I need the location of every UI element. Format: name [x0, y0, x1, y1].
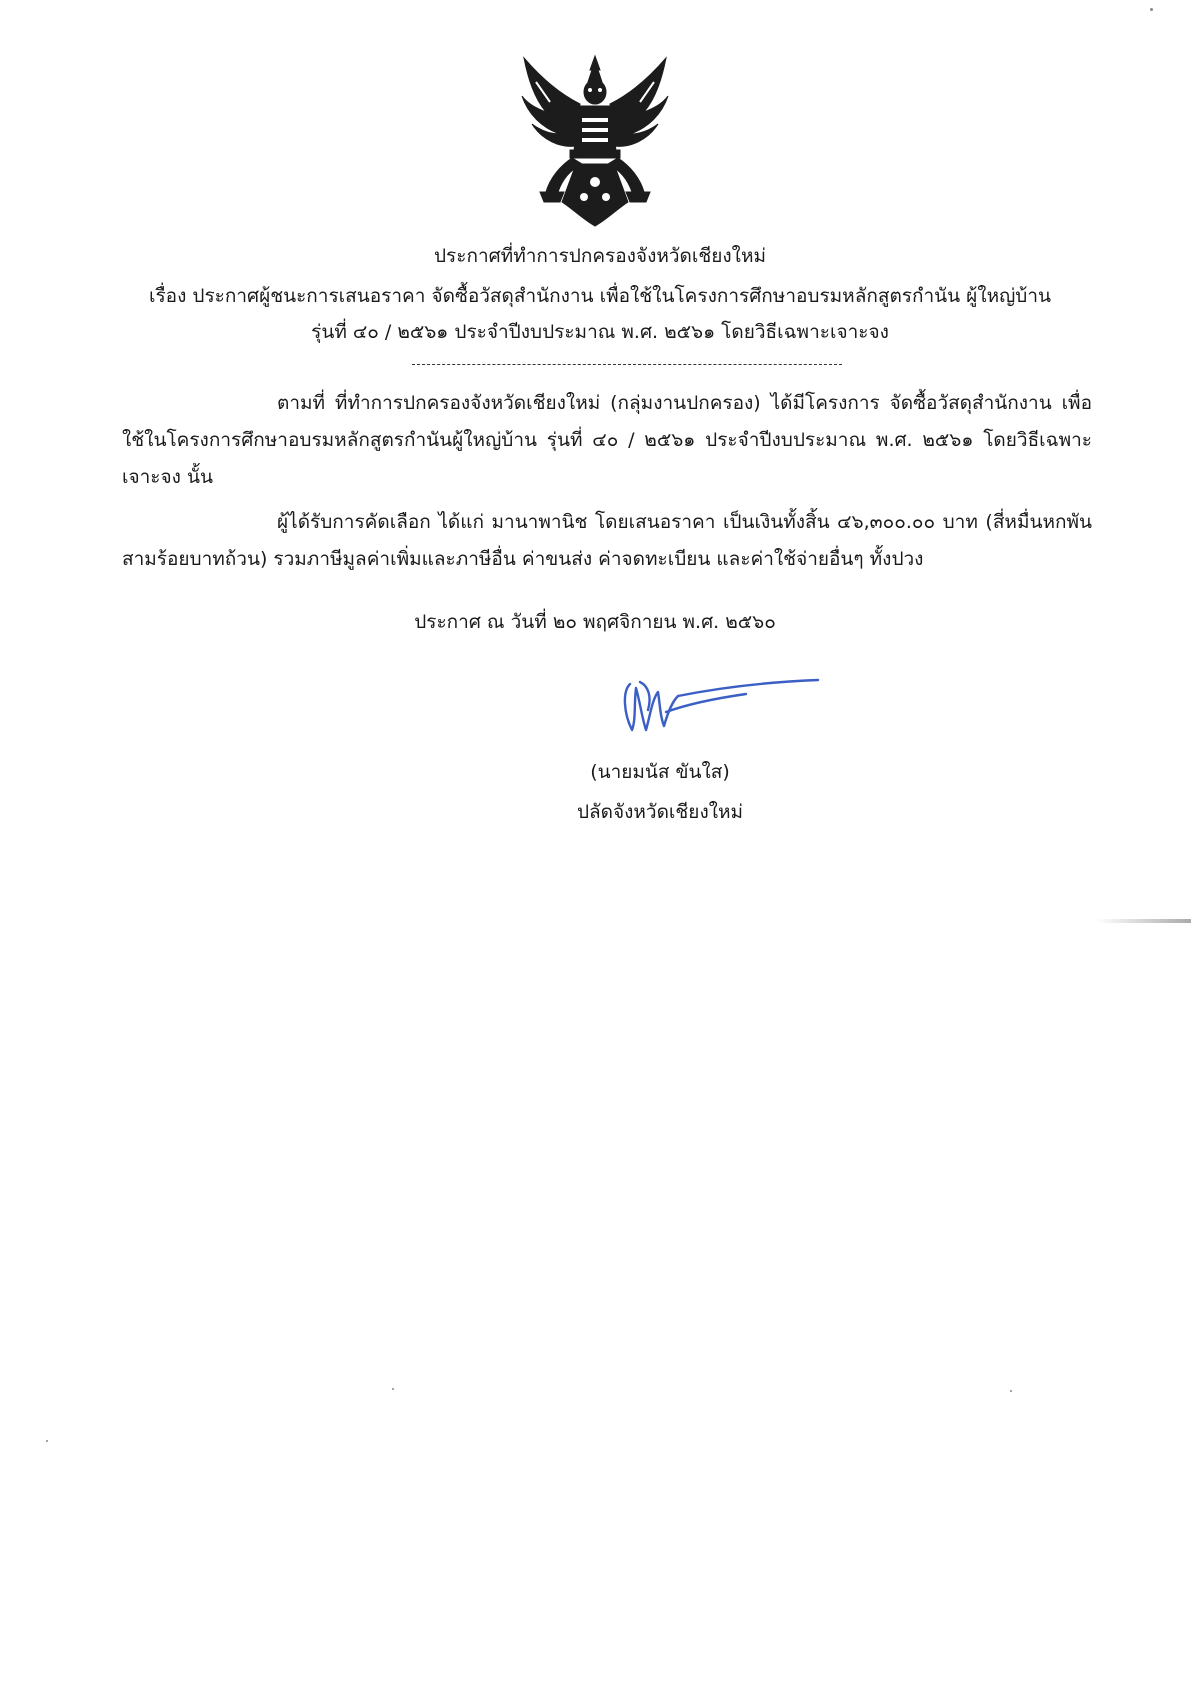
header-divider — [412, 364, 842, 365]
scan-edge-mark — [1096, 919, 1191, 923]
scan-speck — [1010, 1390, 1012, 1392]
scan-speck — [1150, 8, 1153, 11]
subject-line-2: รุ่นที่ ๔๐ / ๒๕๖๑ ประจำปีงบประมาณ พ.ศ. ๒๕๖๑ โดยวิธีเฉพาะเจาะจง — [311, 321, 889, 343]
body-paragraph-2: ผู้ได้รับการคัดเลือก ได้แก่ มานาพานิช โดยเสนอราคา เป็นเงินทั้งสิ้น ๔๖,๓๐๐.๐๐ บาท (สี่หมื่นหกพันสามร้อยบาทถ้วน) รวมภาษีมูลค่าเพิ่มและภาษีอื่น ค่าขนส่ง ค่าจดทะเบียน และค่าใช้จ่ายอื่นๆ ทั้งปวง — [122, 511, 1092, 570]
announcement-date: ประกาศ ณ วันที่ ๒๐ พฤศจิกายน พ.ศ. ๒๕๖๐ — [414, 611, 776, 633]
signatory-name: (นายมนัส ขันใส) — [590, 761, 730, 783]
signatory-position: ปลัดจังหวัดเชียงใหม่ — [576, 801, 744, 823]
body-paragraph-1: ตามที่ ที่ทำการปกครองจังหวัดเชียงใหม่ (กลุ่มงานปกครอง) ได้มีโครงการ จัดซื้อวัสดุสำนักงาน เพื่อใช้ในโครงการศึกษาอบรมหลักสูตรกำนันผู้ใหญ่บ้าน รุ่นที่ ๔๐ / ๒๕๖๑ ประจำปีงบประมาณ พ.ศ. ๒๕๖๑ โดยวิธีเฉพาะเจาะจง นั้น — [122, 392, 1092, 488]
garuda-emblem-icon — [516, 52, 674, 228]
scan-speck — [392, 1388, 394, 1390]
agency-title: ประกาศที่ทำการปกครองจังหวัดเชียงใหม่ — [433, 245, 767, 267]
subject-line-1: เรื่อง ประกาศผู้ชนะการเสนอราคา จัดซื้อวัสดุสำนักงาน เพื่อใช้ในโครงการศึกษาอบรมหลักสูตรกำนัน ผู้ใหญ่บ้าน — [148, 285, 1052, 307]
handwritten-signature — [618, 672, 823, 742]
scan-speck — [46, 1440, 48, 1442]
